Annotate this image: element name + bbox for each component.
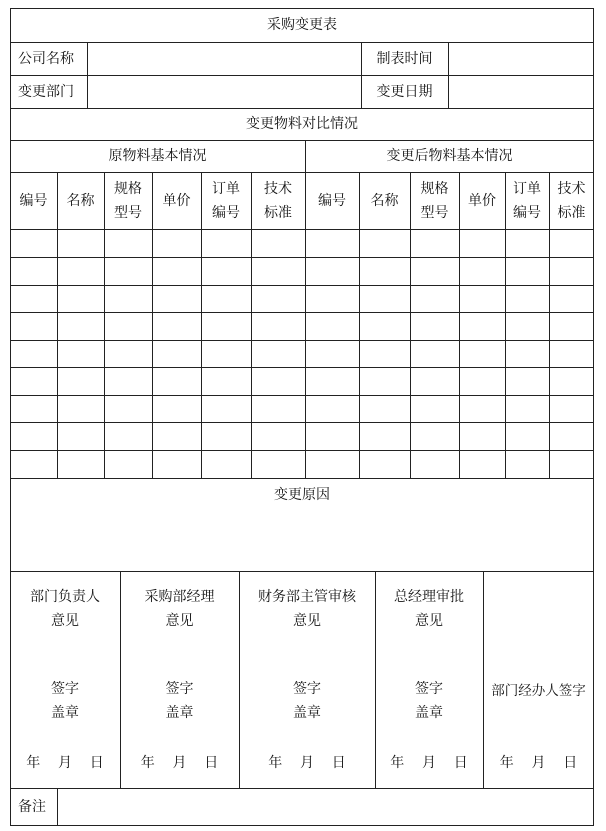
date-line: 年 月 日 bbox=[140, 755, 219, 771]
table-cell[interactable] bbox=[305, 450, 359, 478]
table-cell[interactable] bbox=[505, 395, 549, 422]
table-cell[interactable] bbox=[104, 450, 152, 478]
handler-signature-label: 部门经办人签字 bbox=[491, 683, 586, 699]
table-cell[interactable] bbox=[359, 367, 410, 395]
remarks-field[interactable] bbox=[57, 788, 594, 826]
date-made-field[interactable] bbox=[448, 42, 594, 75]
col-header-spec: 规格 型号 bbox=[114, 180, 142, 221]
table-cell[interactable] bbox=[410, 312, 459, 340]
table-cell[interactable] bbox=[459, 229, 505, 257]
table-cell[interactable] bbox=[57, 285, 104, 312]
approval-title: 采购部经理 意见 bbox=[144, 589, 215, 629]
remarks-label: 备注 bbox=[18, 799, 46, 815]
table-cell[interactable] bbox=[505, 367, 549, 395]
table-cell[interactable] bbox=[57, 257, 104, 285]
table-cell[interactable] bbox=[410, 450, 459, 478]
table-cell[interactable] bbox=[505, 340, 549, 367]
date-line: 年 月 日 bbox=[499, 755, 578, 771]
table-cell[interactable] bbox=[104, 312, 152, 340]
approval-dept-head bbox=[10, 571, 120, 788]
table-cell[interactable] bbox=[549, 450, 594, 478]
table-cell[interactable] bbox=[505, 285, 549, 312]
table-cell[interactable] bbox=[152, 367, 201, 395]
table-cell[interactable] bbox=[359, 450, 410, 478]
table-cell[interactable] bbox=[152, 257, 201, 285]
table-cell[interactable] bbox=[459, 312, 505, 340]
table-cell[interactable] bbox=[10, 285, 57, 312]
original-section-title: 原物料基本情况 bbox=[108, 148, 207, 164]
table-cell[interactable] bbox=[305, 422, 359, 450]
table-cell[interactable] bbox=[410, 229, 459, 257]
table-cell[interactable] bbox=[251, 450, 305, 478]
change-date-field[interactable] bbox=[448, 75, 594, 108]
col-header-number: 编号 bbox=[19, 192, 48, 209]
table-cell[interactable] bbox=[505, 257, 549, 285]
table-cell[interactable] bbox=[410, 367, 459, 395]
table-cell[interactable] bbox=[359, 395, 410, 422]
table-cell[interactable] bbox=[505, 229, 549, 257]
date-line: 年 月 日 bbox=[268, 755, 346, 771]
col-header-order-no: 订单 编号 bbox=[212, 180, 240, 221]
table-cell[interactable] bbox=[152, 450, 201, 478]
col-header-name: 名称 bbox=[66, 192, 95, 209]
table-cell[interactable] bbox=[305, 312, 359, 340]
comparison-title: 变更物料对比情况 bbox=[246, 116, 358, 132]
table-cell[interactable] bbox=[57, 340, 104, 367]
signature-stamp-label: 签字 盖章 bbox=[51, 681, 79, 721]
table-cell[interactable] bbox=[251, 367, 305, 395]
table-cell[interactable] bbox=[104, 285, 152, 312]
company-label: 公司名称 bbox=[18, 50, 74, 67]
table-cell[interactable] bbox=[359, 257, 410, 285]
approval-general-manager bbox=[375, 571, 483, 788]
table-cell[interactable] bbox=[104, 367, 152, 395]
table-cell[interactable] bbox=[305, 229, 359, 257]
table-cell[interactable] bbox=[201, 367, 251, 395]
dept-field[interactable] bbox=[87, 75, 361, 108]
table-cell[interactable] bbox=[104, 257, 152, 285]
table-cell[interactable] bbox=[410, 340, 459, 367]
signature-stamp-label: 签字 盖章 bbox=[415, 681, 443, 721]
table-cell[interactable] bbox=[459, 285, 505, 312]
col-header-tech-std: 技术 标准 bbox=[264, 180, 292, 221]
approval-purchasing-manager bbox=[120, 571, 239, 788]
table-cell[interactable] bbox=[57, 312, 104, 340]
table-cell[interactable] bbox=[505, 312, 549, 340]
table-cell[interactable] bbox=[359, 340, 410, 367]
table-cell[interactable] bbox=[459, 367, 505, 395]
table-cell[interactable] bbox=[459, 340, 505, 367]
table-cell[interactable] bbox=[201, 257, 251, 285]
table-cell[interactable] bbox=[10, 395, 57, 422]
col-header-price: 单价 bbox=[162, 192, 191, 209]
table-cell[interactable] bbox=[359, 229, 410, 257]
table-cell[interactable] bbox=[505, 422, 549, 450]
table-cell[interactable] bbox=[549, 285, 594, 312]
table-cell[interactable] bbox=[305, 257, 359, 285]
dept-label: 变更部门 bbox=[18, 83, 74, 100]
table-cell[interactable] bbox=[251, 340, 305, 367]
table-cell[interactable] bbox=[549, 257, 594, 285]
table-cell[interactable] bbox=[10, 450, 57, 478]
table-cell[interactable] bbox=[10, 340, 57, 367]
table-cell[interactable] bbox=[57, 422, 104, 450]
table-cell[interactable] bbox=[152, 340, 201, 367]
approval-finance-supervisor bbox=[239, 571, 375, 788]
approval-title: 部门负责人 意见 bbox=[30, 589, 100, 629]
table-cell[interactable] bbox=[549, 340, 594, 367]
table-cell[interactable] bbox=[152, 312, 201, 340]
table-cell[interactable] bbox=[549, 229, 594, 257]
col-header-name: 名称 bbox=[370, 192, 399, 209]
table-cell[interactable] bbox=[152, 229, 201, 257]
table-cell[interactable] bbox=[152, 395, 201, 422]
table-cell[interactable] bbox=[152, 285, 201, 312]
table-cell[interactable] bbox=[410, 257, 459, 285]
table-cell[interactable] bbox=[57, 367, 104, 395]
reason-label: 变更原因 bbox=[274, 487, 330, 503]
table-cell[interactable] bbox=[459, 395, 505, 422]
table-cell[interactable] bbox=[201, 422, 251, 450]
table-cell[interactable] bbox=[152, 422, 201, 450]
table-cell[interactable] bbox=[305, 285, 359, 312]
date-made-label: 制表时间 bbox=[376, 50, 433, 67]
table-cell[interactable] bbox=[104, 422, 152, 450]
table-cell[interactable] bbox=[10, 422, 57, 450]
table-cell[interactable] bbox=[251, 422, 305, 450]
change-date-label: 变更日期 bbox=[376, 83, 433, 100]
table-cell[interactable] bbox=[57, 450, 104, 478]
table-cell[interactable] bbox=[201, 312, 251, 340]
table-cell[interactable] bbox=[251, 395, 305, 422]
table-cell[interactable] bbox=[505, 450, 549, 478]
table-cell[interactable] bbox=[57, 395, 104, 422]
table-cell[interactable] bbox=[359, 312, 410, 340]
approval-title: 财务部主管审核 意见 bbox=[258, 589, 356, 629]
table-cell[interactable] bbox=[359, 422, 410, 450]
form-title: 采购变更表 bbox=[267, 17, 337, 33]
table-cell[interactable] bbox=[10, 229, 57, 257]
changed-section-title: 变更后物料基本情况 bbox=[386, 148, 513, 164]
table-cell[interactable] bbox=[10, 312, 57, 340]
table-cell[interactable] bbox=[251, 285, 305, 312]
table-cell[interactable] bbox=[459, 257, 505, 285]
date-line: 年 月 日 bbox=[26, 755, 104, 771]
table-cell[interactable] bbox=[104, 340, 152, 367]
table-cell[interactable] bbox=[201, 340, 251, 367]
signature-stamp-label: 签字 盖章 bbox=[165, 681, 194, 721]
date-line: 年 月 日 bbox=[390, 755, 468, 771]
approval-title: 总经理审批 意见 bbox=[394, 589, 464, 629]
table-cell[interactable] bbox=[57, 229, 104, 257]
table-cell[interactable] bbox=[10, 257, 57, 285]
reason-field[interactable] bbox=[10, 512, 594, 571]
table-cell[interactable] bbox=[201, 285, 251, 312]
table-cell[interactable] bbox=[459, 450, 505, 478]
table-cell[interactable] bbox=[549, 395, 594, 422]
col-header-price: 单价 bbox=[468, 192, 496, 209]
table-cell[interactable] bbox=[201, 450, 251, 478]
table-cell[interactable] bbox=[549, 367, 594, 395]
table-cell[interactable] bbox=[549, 312, 594, 340]
table-cell[interactable] bbox=[410, 422, 459, 450]
table-cell[interactable] bbox=[305, 395, 359, 422]
table-cell[interactable] bbox=[305, 367, 359, 395]
table-cell[interactable] bbox=[251, 312, 305, 340]
table-cell[interactable] bbox=[104, 395, 152, 422]
table-cell[interactable] bbox=[251, 257, 305, 285]
table-cell[interactable] bbox=[201, 395, 251, 422]
col-header-spec: 规格 型号 bbox=[420, 180, 449, 221]
col-header-number: 编号 bbox=[318, 192, 346, 209]
table-cell[interactable] bbox=[410, 285, 459, 312]
col-header-tech-std: 技术 标准 bbox=[557, 180, 586, 221]
company-field[interactable] bbox=[87, 42, 361, 75]
table-cell[interactable] bbox=[305, 340, 359, 367]
table-cell[interactable] bbox=[359, 285, 410, 312]
signature-stamp-label: 签字 盖章 bbox=[293, 681, 321, 721]
table-cell[interactable] bbox=[251, 229, 305, 257]
table-cell[interactable] bbox=[104, 229, 152, 257]
table-cell[interactable] bbox=[201, 229, 251, 257]
approval-handler bbox=[483, 571, 594, 788]
table-cell[interactable] bbox=[10, 367, 57, 395]
table-cell[interactable] bbox=[410, 395, 459, 422]
table-cell[interactable] bbox=[549, 422, 594, 450]
col-header-order-no: 订单 编号 bbox=[513, 180, 541, 221]
table-cell[interactable] bbox=[459, 422, 505, 450]
